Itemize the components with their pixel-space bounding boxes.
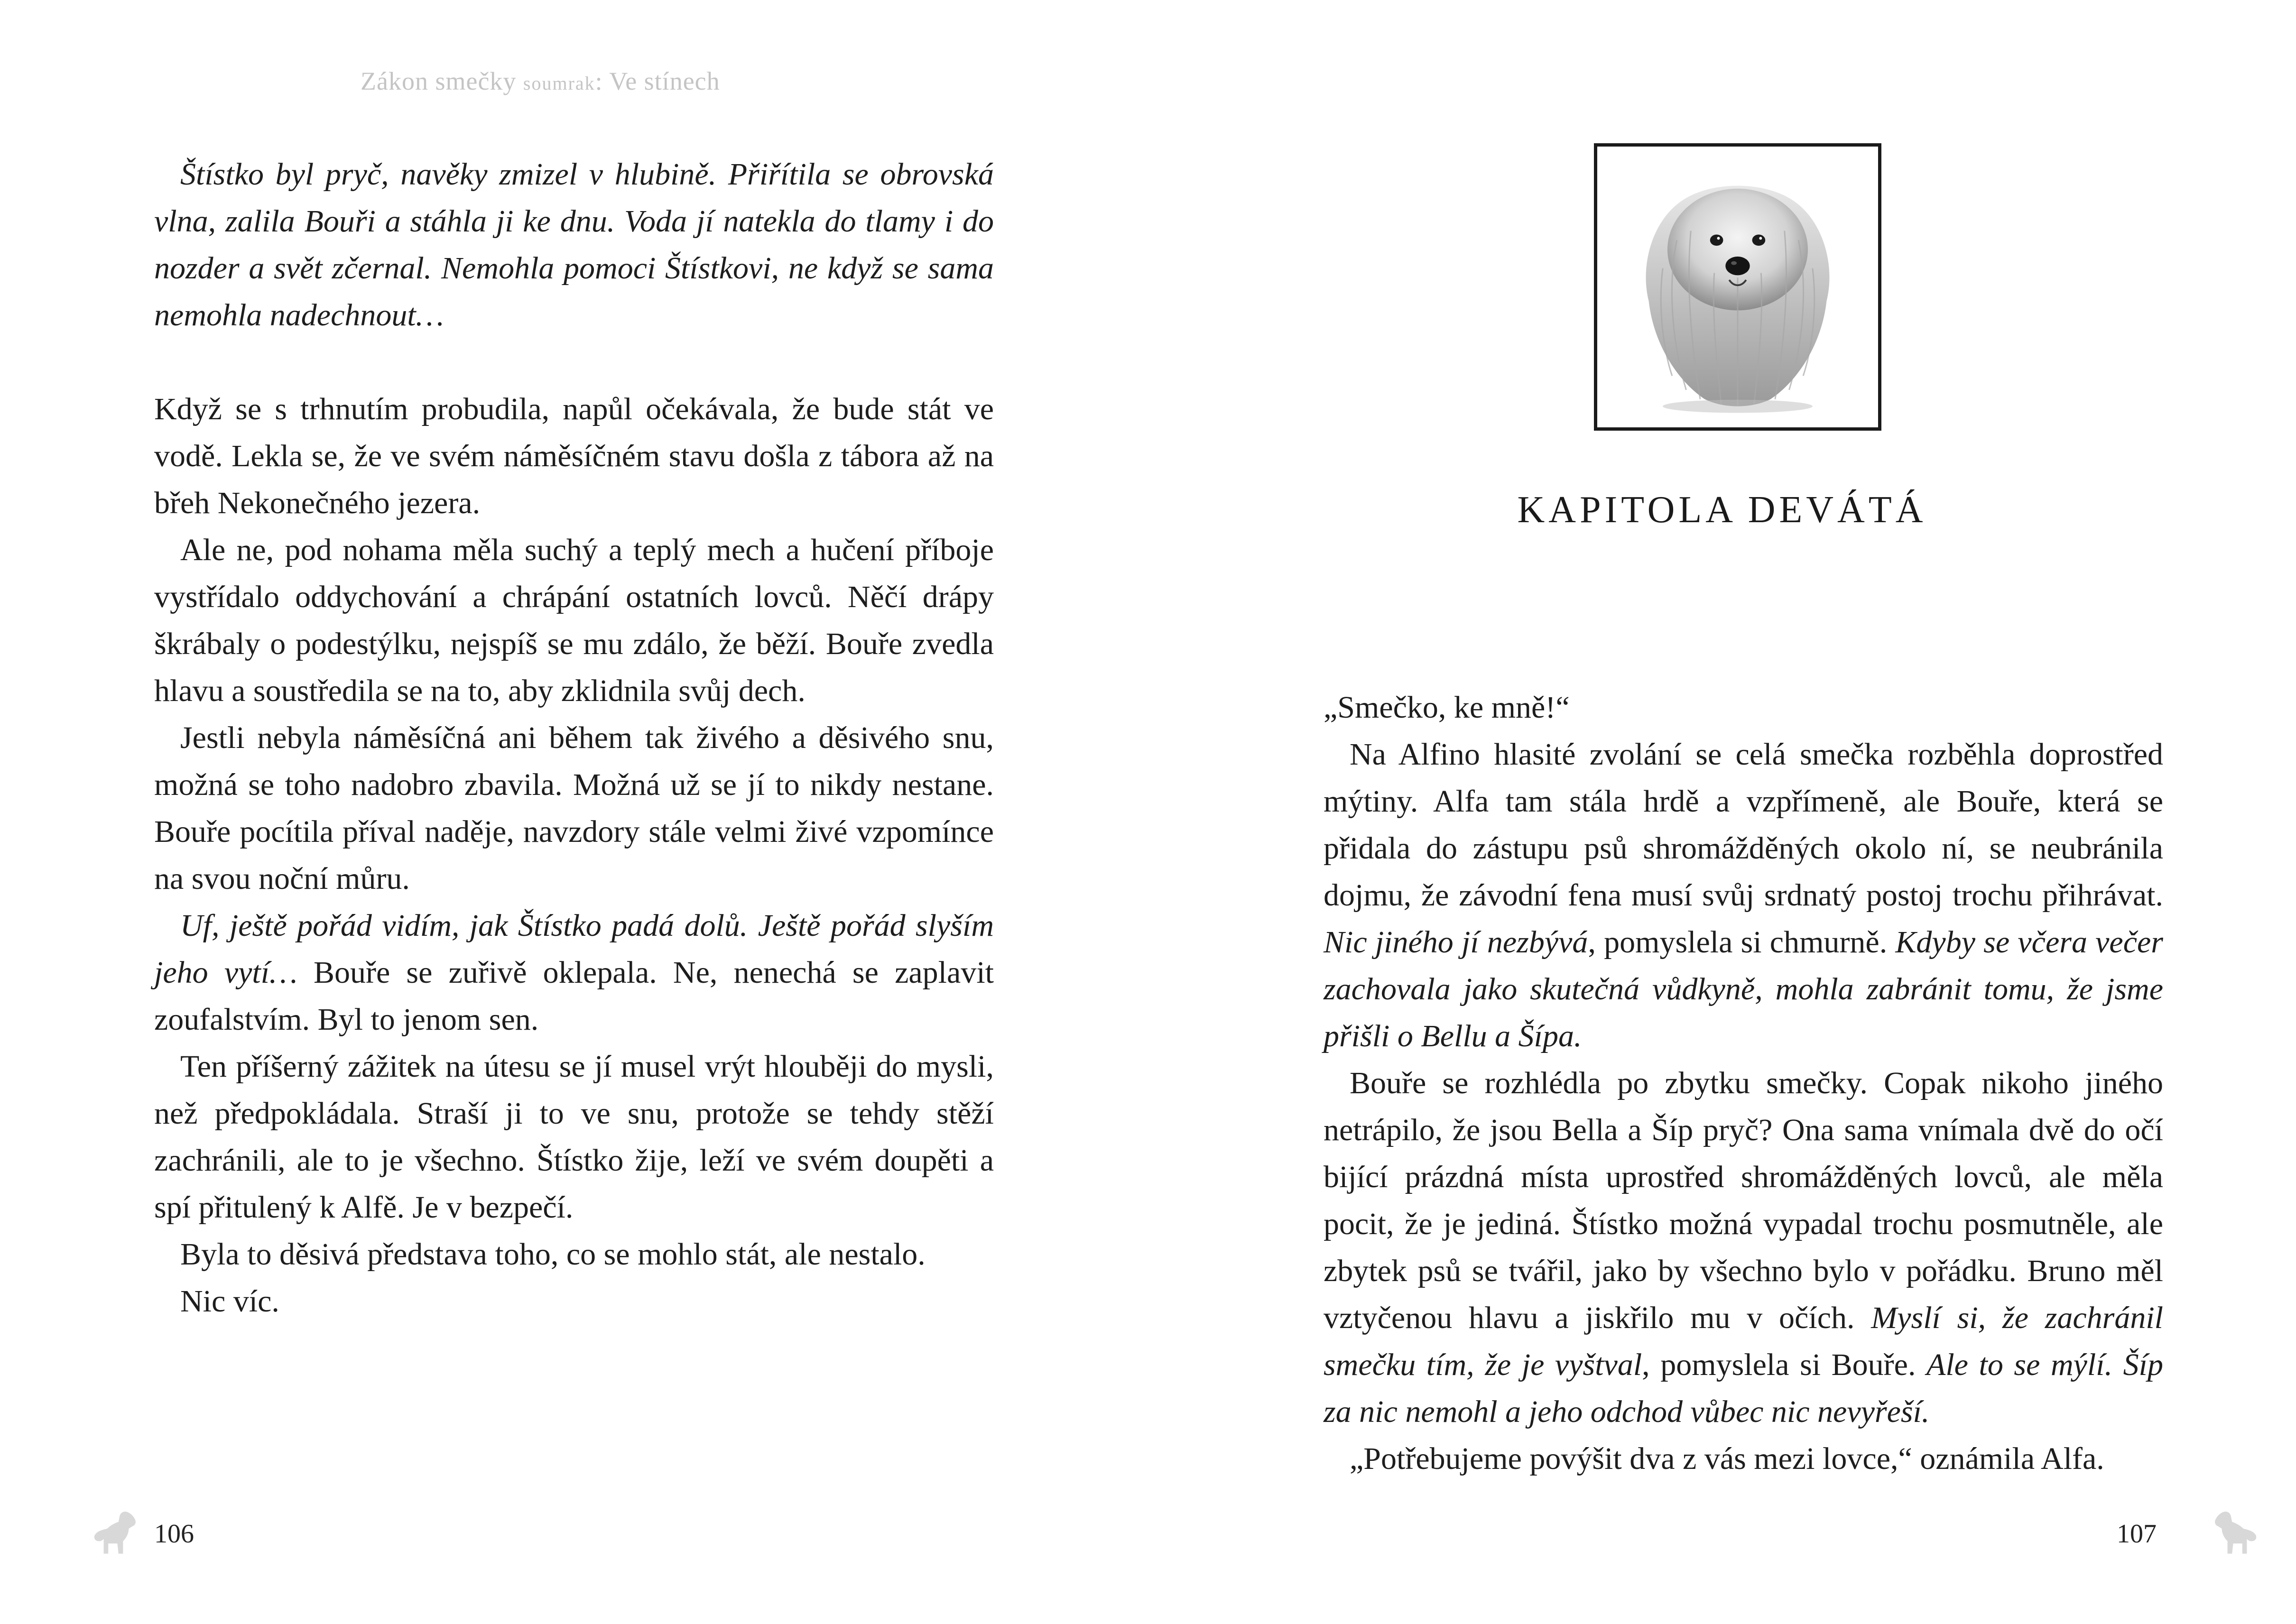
page-number: 106 <box>154 1519 194 1549</box>
text-run: , pomyslela si chmurně. <box>1588 925 1896 960</box>
paragraph-rest: Bouře se zuřivě oklepala. Ne, nenechá se zaplavit zoufalstvím. Byl to jenom sen. <box>154 955 994 1037</box>
paragraph: „Smečko, ke mně!“ <box>1324 690 1570 725</box>
right-page <box>1148 0 2296 1624</box>
italic-dream-paragraph: Štístko byl pryč, navěky zmizel v hlubině. Přiřítila se obrovská vlna, zalila Bouři a stáhla ji ke dnu. Voda jí natekla do tlamy i do nozder a svět zčernal. Nemohla pomoci Štístkovi, ne když se sama nemohla nadechnout… <box>154 157 994 332</box>
series-name: soumrak <box>523 73 595 94</box>
paragraph: Byla to děsivá představa toho, co se mohlo stát, ale nestalo. <box>180 1237 926 1272</box>
italic-thought: Ale to se mýlí. Šíp za nic nemohl a jeho odchod vůbec nic nevyřeší. <box>1324 1347 2163 1429</box>
left-text-block <box>154 151 994 1325</box>
running-head <box>361 66 720 96</box>
dog-silhouette-icon <box>88 1506 145 1563</box>
italic-thought: Nic jiného jí nezbývá <box>1324 925 1588 960</box>
chapter-portrait <box>1594 143 1881 431</box>
paragraph <box>1324 1060 2163 1435</box>
paragraph: Ten příšerný zážitek na útesu se jí musel vrýt hlouběji do mysli, než předpokládala. Straší ji to ve snu, protože se tehdy stěží zachránili, ale to je všechno. Štístko žije, leží ve svém doupěti a spí přitulený k Alfě. Je v bezpečí. <box>154 1049 994 1225</box>
text-run: Na Alfino hlasité zvolání se celá smečka rozběhla doprostřed mýtiny. Alfa tam stála hrdě a vzpřímeně, ale Bouře, která se přidala do zástupu psů shromážděných okolo ní, se neubránila dojmu, že závodní fena musí svůj srdnatý postoj trochu přihrávat. <box>1324 737 2163 913</box>
paragraph: „Potřebujeme povýšit dva z vás mezi lovce,“ oznámila Alfa. <box>1350 1441 2104 1476</box>
italic-thought: Myslí si, že zachránil smečku tím, že je vyštval <box>1324 1301 2164 1382</box>
paragraph: Nic víc. <box>180 1284 279 1319</box>
italic-thought: Kdyby se včera večer zachovala jako skutečná vůdkyně, mohla zabránit tomu, že jsme přišli o Bellu a Šípa. <box>1324 925 2163 1053</box>
chapter-title: KAPITOLA DEVÁTÁ <box>1517 489 1927 531</box>
book-title: Zákon smečky <box>361 67 517 95</box>
maltese-dog-portrait-icon <box>1597 147 1878 427</box>
paragraph <box>154 902 994 1043</box>
paragraph: Když se s trhnutím probudila, napůl očekávala, že bude stát ve vodě. Lekla se, že ve svém náměsíčném stavu došla z tábora až na břeh Nekonečného jezera. <box>154 392 994 520</box>
italic-thought: Uf, ještě pořád vidím, jak Štístko padá dolů. Ještě pořád slyším jeho vytí… <box>154 908 994 990</box>
right-text-block <box>1324 684 2163 1482</box>
paragraph: Jestli nebyla náměsíčná ani během tak živého a děsivého snu, možná se toho nadobro zbavila. Možná už se jí to nikdy nestane. Bouře pocítila příval naděje, navzdory stále velmi živé vzpomínce na svou noční můru. <box>154 720 994 896</box>
text-run: Bouře se rozhlédla po zbytku smečky. Copak nikoho jiného netrápilo, že jsou Bella a Šíp pryč? Ona sama vnímala dvě do očí bijící prázdná místa uprostřed shromážděných lovců, ale měla pocit, že je jediná. Štístko možná vypadal trochu posmutněle, ale zbytek psů se tvářil, jako by všechno bylo v pořádku. Bruno měl vztyčenou hlavu a jiskřilo mu v očích. <box>1324 1066 2163 1335</box>
dog-silhouette-icon <box>2206 1506 2263 1563</box>
paragraph: Ale ne, pod nohama měla suchý a teplý mech a hučení příboje vystřídalo oddychování a chrápání ostatních lovců. Něčí drápy škrábaly o podestýlku, nejspíš se mu zdálo, že běží. Bouře zvedla hlavu a soustředila se na to, aby zklidnila svůj dech. <box>154 533 994 708</box>
page-number: 107 <box>2117 1519 2157 1549</box>
book-subtitle: : Ve stínech <box>595 67 720 95</box>
paragraph <box>1324 731 2163 1060</box>
text-run: , pomyslela si Bouře. <box>1642 1347 1927 1382</box>
